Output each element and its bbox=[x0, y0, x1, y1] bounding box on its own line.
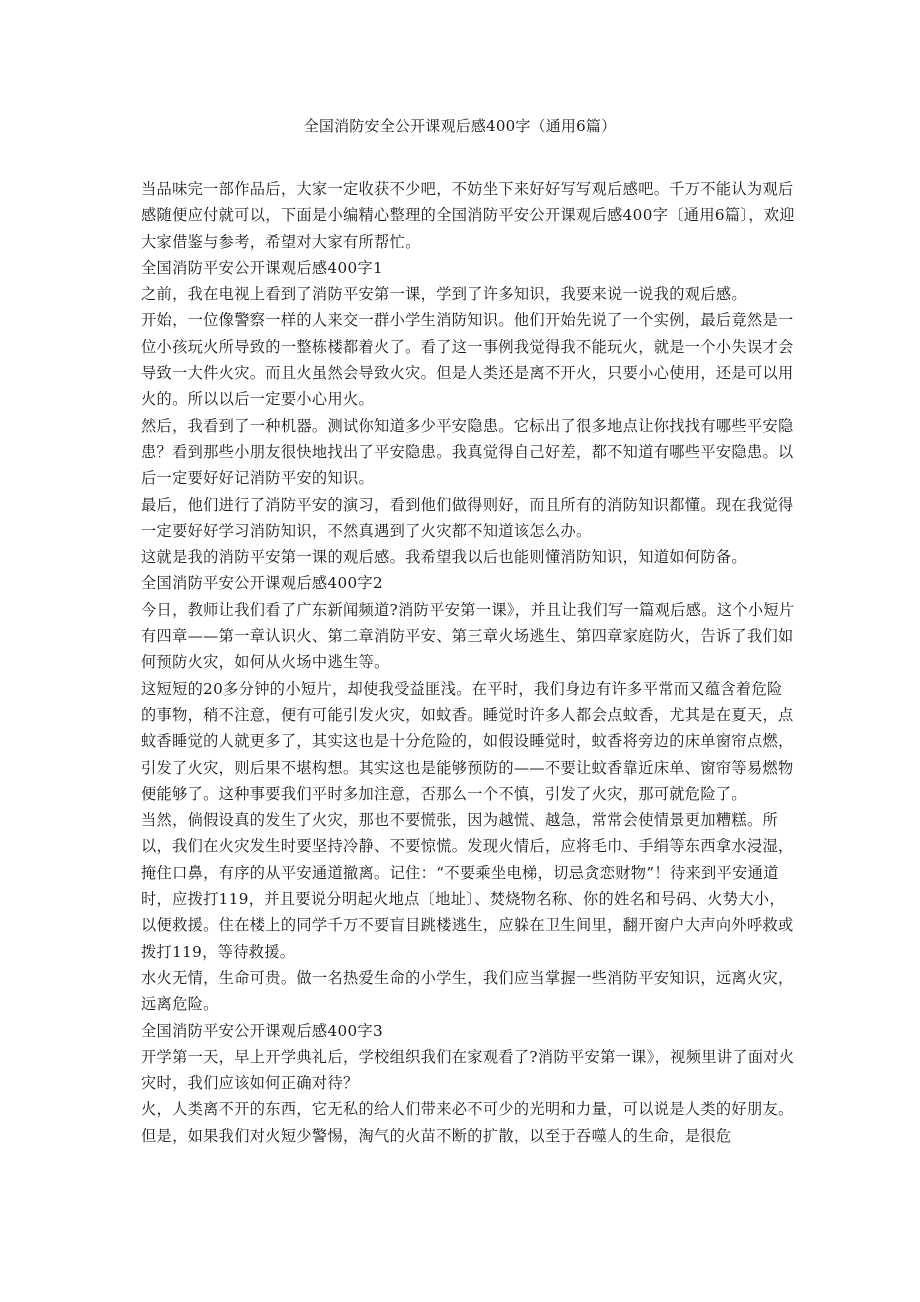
intro-paragraph: 当品味完一部作品后，大家一定收获不少吧，不妨坐下来好好写写观后感吧。千万不能认为观后感随便应付就可以，下面是小编精心整理的全国消防平安公开课观后感400字〔通用6篇〕，欢迎大家借鉴与参考，希望对大家有所帮忙。 bbox=[141, 180, 795, 251]
section-heading: 全国消防平安公开课观后感400字3 bbox=[141, 1021, 384, 1040]
body-paragraph: 最后，他们进行了消防平安的演习，看到他们做得则好，而且所有的消防知识都懂。现在我觉得一定要好好学习消防知识，不然真遇到了火灾都不知道该怎么办。 bbox=[141, 495, 794, 540]
section-1 bbox=[141, 255, 796, 571]
section-3 bbox=[141, 1018, 796, 1149]
document-title: 全国消防安全公开课观后感400字（通用6篇） bbox=[303, 117, 617, 135]
body-paragraph: 开学第一天，早上开学典礼后，学校组织我们在家观看了?消防平安第一课》，视频里讲了面对火灾时，我们应该如何正确对待？ bbox=[141, 1047, 795, 1093]
body-paragraph: 火，人类离不开的东西，它无私的给人们带来必不可少的光明和力量，可以说是人类的好朋友。但是，如果我们对火短少警惕，淘气的火苗不断的扩散，以至于吞噬人的生命，是很危 bbox=[141, 1100, 794, 1145]
body-paragraph: 这短短的20多分钟的小短片，却使我受益匪浅。在平时，我们身边有许多平常而又蕴含着危险的事物，稍不注意，便有可能引发火灾，如蚊香。睡觉时许多人都会点蚊香，尤其是在夏天，点蚊香睡觉的人就更多了，其实这也是十分危险的，如假设睡觉时，蚊香将旁边的床单窗帘点燃，引发了火灾，则后果不堪构想。其实这也是能够预防的——不要让蚊香靠近床单、窗帘等易燃物便能够了。这种事要我们平时多加注意，否那么一个不慎，引发了火灾，那可就危险了。 bbox=[141, 679, 794, 803]
body-paragraph: 这就是我的消防平安第一课的观后感。我希望我以后也能则懂消防知识，知道如何防备。 bbox=[141, 548, 747, 567]
body-paragraph: 水火无情，生命可贵。做一名热爱生命的小学生，我们应当掌握一些消防平安知识，远离火灾，远离危险。 bbox=[141, 968, 794, 1014]
section-2 bbox=[141, 570, 796, 1017]
body-paragraph: 今日，教师让我们看了广东新闻频道?消防平安第一课》，并且让我们写一篇观后感。这个小短片有四章——第一章认识火、第二章消防平安、第三章火场逃生、第四章家庭防火，告诉了我们如何预防火灾，如何从火场中逃生等。 bbox=[141, 600, 795, 672]
body-paragraph: 然后，我看到了一种机器。测试你知道多少平安隐患。它标出了很多地点让你找找有哪些平安隐患？看到那些小朋友很快地找出了平安隐患。我真觉得自己好差，都不知道有哪些平安隐患。以后一定要好好记消防平安的知识。 bbox=[141, 416, 794, 488]
body-paragraph: 之前，我在电视上看到了消防平安第一课，学到了许多知识，我要来说一说我的观后感。 bbox=[141, 285, 747, 304]
body-paragraph: 当然，倘假设真的发生了火灾，那也不要慌张，因为越慌、越急，常常会使情景更加糟糕。所以，我们在火灾发生时要坚持冷静、不要惊慌。发现火情后，应将毛巾、手绢等东西拿水浸湿，掩住口鼻，有序的从平安通道撤离。记住：“不要乘坐电梯，切忌贪恋财物”！待来到平安通道时，应拨打119，并且要说分明起火地点〔地址〕、焚烧物名称、你的姓名和号码、火势大小，以便救援。住在楼上的同学千万不要盲目跳楼逃生，应躲在卫生间里，翻开窗户大声向外呼救或拨打119，等待救援。 bbox=[141, 811, 794, 961]
body-paragraph: 开始，一位像警察一样的人来交一群小学生消防知识。他们开始先说了一个实例，最后竟然是一位小孩玩火所导致的一整栋楼都着火了。看了这一事例我觉得我不能玩火，就是一个小失误才会导致一大件火灾。而且火虽然会导致火灾。但是人类还是离不开火，只要小心使用，还是可以用火的。所以以后一定要小心用火。 bbox=[141, 311, 794, 409]
section-heading: 全国消防平安公开课观后感400字1 bbox=[141, 258, 384, 277]
section-heading: 全国消防平安公开课观后感400字2 bbox=[141, 574, 384, 593]
document-body bbox=[141, 176, 796, 1149]
